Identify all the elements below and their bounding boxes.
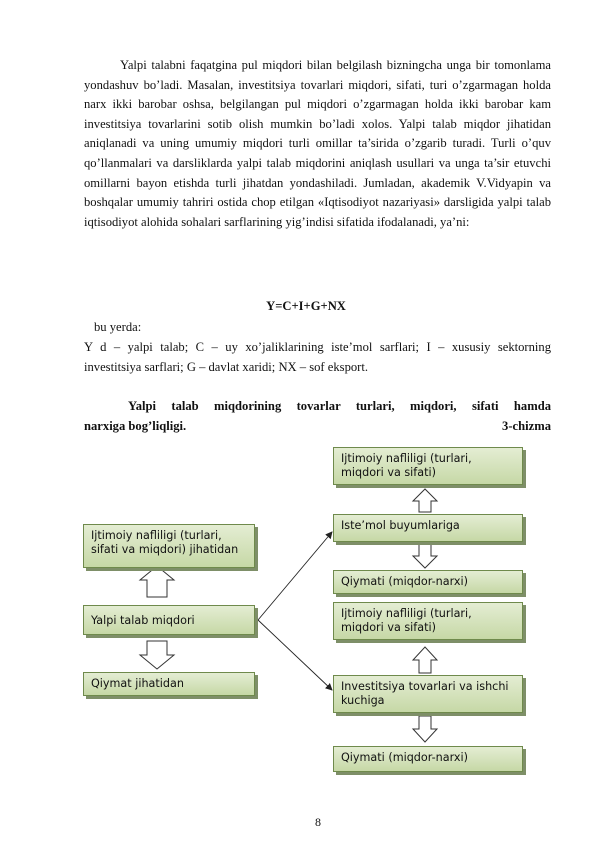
up-arrow-left-icon — [140, 566, 174, 597]
page-number: 8 — [315, 815, 321, 829]
heading-line-1: Yalpi talab miqdorining tovarlar turlari, miqdori, sifati hamda — [128, 399, 551, 413]
box-price-1: Qiymati (miqdor-narxi) — [333, 570, 523, 594]
box-social-usefulness-top: Ijtimoiy nafliligi (turlari, miqdori va sifati) — [333, 447, 523, 485]
formula: Y=C+I+G+NX — [266, 299, 346, 313]
box-investment-goods: Investitsiya tovarlari va ishchi kuchiga — [333, 675, 523, 713]
down-arrow-left-icon — [140, 641, 174, 669]
box-value: Qiymat jihatidan — [83, 672, 255, 696]
box-consumer-goods: Iste’mol buyumlariga — [333, 514, 523, 542]
up-arrow-right-top-icon — [413, 489, 437, 512]
heading-line-2: narxiga bog’liqligi. — [84, 419, 187, 433]
box-aggregate-demand: Yalpi talab miqdori — [83, 605, 255, 635]
box-price-2: Qiymati (miqdor-narxi) — [333, 746, 523, 772]
arrow-to-investment — [258, 620, 332, 690]
down-arrow-right-2-icon — [413, 716, 437, 742]
box-social-usefulness-mid: Ijtimoiy nafliligi (turlari, miqdori va sifati) — [333, 602, 523, 640]
down-arrow-right-1-icon — [413, 544, 437, 568]
up-arrow-right-mid-icon — [413, 647, 437, 673]
box-social-usefulness-left: Ijtimoiy nafliligi (turlari, sifati va miqdori) jihatidan — [83, 524, 255, 568]
body-paragraph: Yalpi talabni faqatgina pul miqdori bilan belgilash bizningcha unga bir tomonlama yondashuv bo’ladi. Masalan, investitsiya tovarlari miqdori, sifati, turi o’zgarmagan holda narx ikki barobar oshsa, belgilangan pul miqdori o’zgarmagan holda ikki barobar kam investitsiya tovarlarini sotib olish mumkin bo’ladi xolos. Yalpi talab miqdor jihatidan aniqlanadi va uning umumiy miqdori turli omillar ta’sirida o’zgarib turadi. Turli o’quv qo’llanmalari va darsliklarda yalpi talab miqdorini aniqlash usullari va unga ta’sir etuvchi omillarni bayon etishda turli jihatdan yondashiladi. Jumladan, akademik V.Vidyapin va boshqalar umumiy tahriri ostida chop etilgan «Iqtisodiyot nazariyasi» darsligida yalpi talab iqtisodiyot alohida sohalari sarflarining yig’indisi sifatida ifodalanadi, ya’ni: — [84, 58, 551, 229]
definitions-line-1: Y d – yalpi talab; C – uy xo’jaliklarining iste’mol sarflari; I – xususiy sektorning — [84, 340, 551, 354]
arrow-to-consumer — [258, 532, 332, 620]
chart-label: 3-chizma — [502, 419, 551, 433]
bu-yerda-label: bu yerda: — [94, 320, 142, 334]
definitions-line-2: investitsiya sarflari; G – davlat xaridi; NX – sof eksport. — [84, 360, 368, 374]
